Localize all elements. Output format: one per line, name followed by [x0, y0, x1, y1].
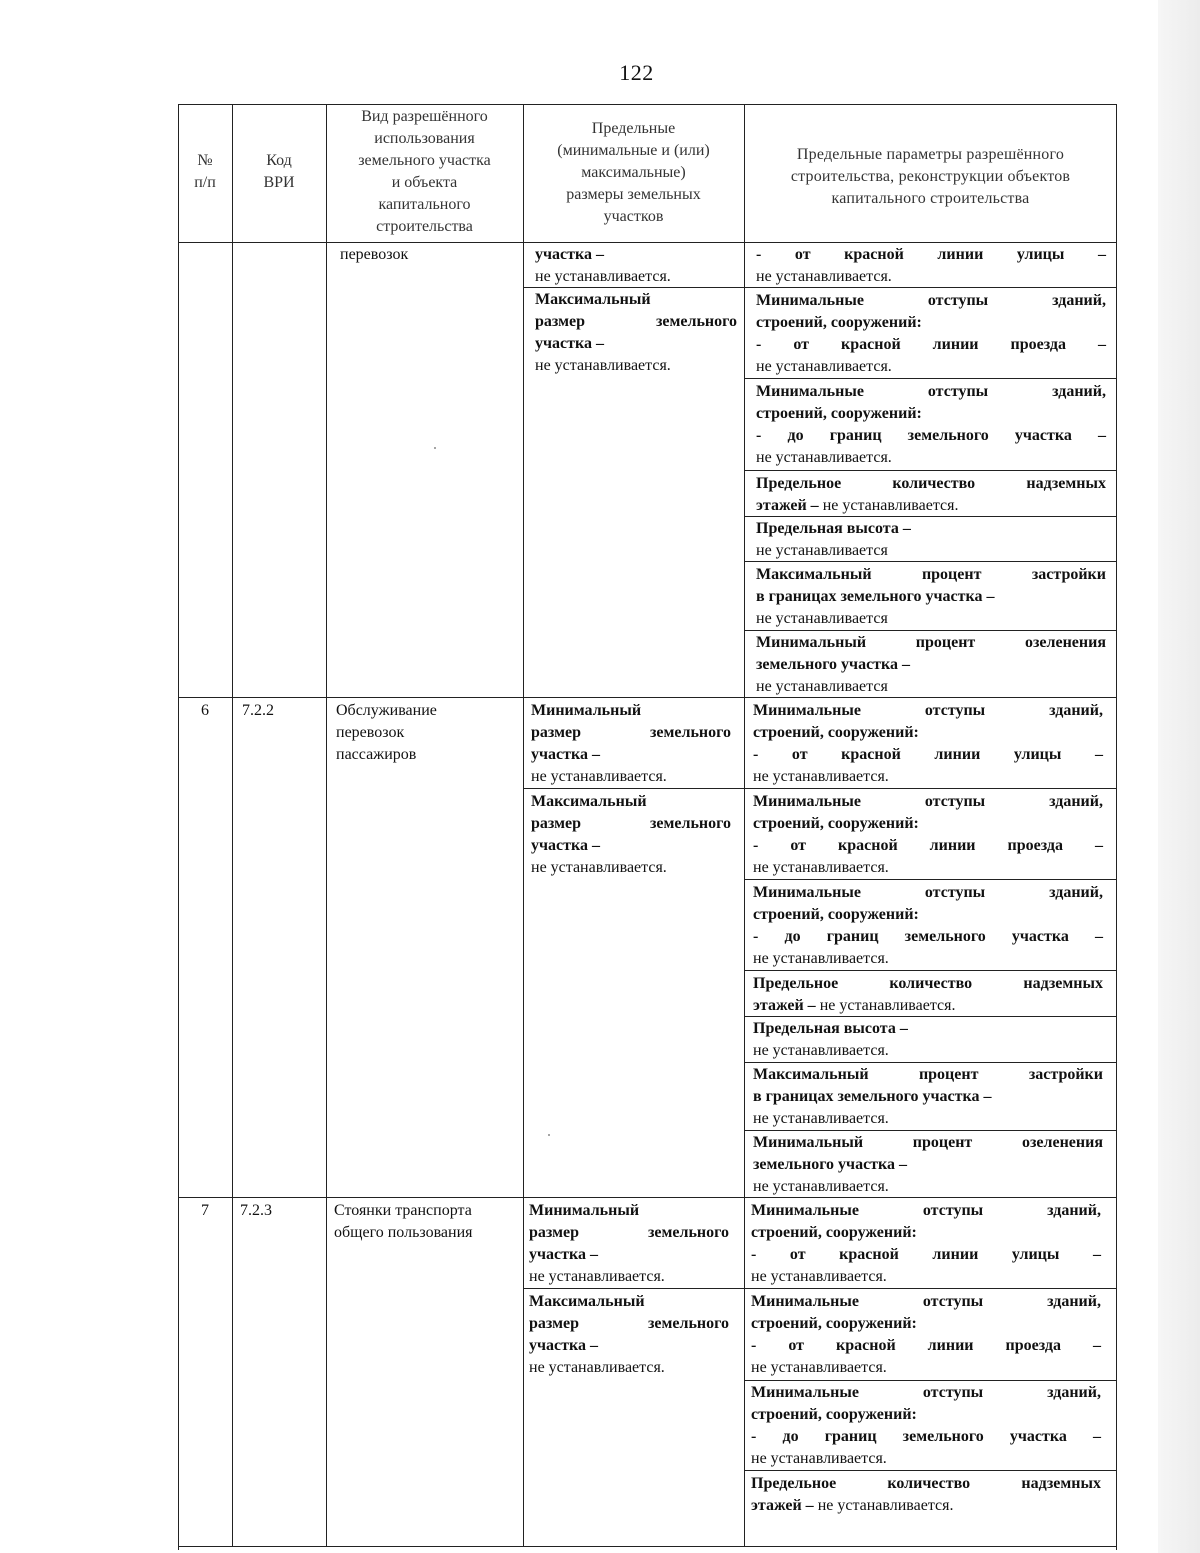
header-params: [744, 144, 1117, 210]
header-no-line: п/п: [194, 174, 216, 191]
param-text: Предельная высота –: [756, 520, 911, 537]
param-green: [756, 632, 1106, 698]
param-divider: [744, 470, 1117, 471]
param-text: не устанавливается.: [753, 950, 889, 967]
param-text: не устанавливается.: [753, 1178, 889, 1195]
header-use-line: капитального: [378, 196, 471, 213]
scan-edge: [1158, 0, 1200, 1553]
param-height: [756, 518, 1106, 562]
row-use-line: Стоянки транспорта: [334, 1202, 472, 1219]
param-text: Минимальные отступы зданий,: [753, 884, 1103, 901]
size-line: участка –: [529, 1337, 598, 1354]
size-line: не устанавливается.: [535, 268, 671, 285]
size-divider-b: [523, 788, 1117, 789]
param-text: не устанавливается.: [756, 449, 892, 466]
param-text: Максимальный процент застройки: [756, 566, 1106, 583]
size-text: размер земельного: [531, 815, 731, 832]
size-line: не устанавливается.: [529, 1359, 665, 1376]
header-code: [232, 150, 326, 194]
cont-size-min: [535, 244, 735, 288]
param-divider: [744, 630, 1117, 631]
size-line: участка –: [531, 746, 600, 763]
param-text: Минимальные отступы зданий,: [756, 383, 1106, 400]
header-use-line: и объекта: [391, 174, 458, 191]
param-text: не устанавливается.: [756, 268, 892, 285]
param-divider: [744, 1130, 1117, 1131]
param-passage: [751, 1291, 1101, 1379]
row-size-min: [531, 700, 731, 788]
param-text: - от красной линии проезда –: [753, 837, 1103, 854]
param-floors: [756, 473, 1106, 517]
param-divider: [744, 879, 1117, 880]
param-text: - до границ земельного участка –: [756, 427, 1106, 444]
header-no-line: №: [197, 152, 213, 169]
param-build: [753, 1064, 1103, 1130]
scan-speck: [548, 1134, 550, 1136]
header-sizes-line: максимальные): [581, 164, 686, 181]
param-text: строений, сооружений:: [756, 314, 922, 331]
size-line: не устанавливается.: [531, 768, 667, 785]
page-number: 122: [619, 60, 654, 85]
param-street: [756, 244, 1106, 288]
param-text: не устанавливается: [756, 610, 888, 627]
row-size-min: [529, 1200, 729, 1288]
param-text: строений, сооружений:: [753, 724, 919, 741]
size-line: участка –: [529, 1246, 598, 1263]
param-text: Минимальный процент озеленения: [756, 634, 1106, 651]
param-text: - от красной линии проезда –: [756, 336, 1106, 353]
param-boundary: [753, 882, 1103, 970]
param-text: в границах земельного участка –: [753, 1088, 992, 1105]
param-green: [753, 1132, 1103, 1198]
col-divider-4: [744, 104, 745, 1546]
param-text: Минимальные отступы зданий,: [751, 1293, 1101, 1310]
param-height: [753, 1018, 1103, 1062]
header-sizes: [523, 118, 744, 228]
size-line: участка –: [535, 335, 604, 352]
size-line: не устанавливается.: [529, 1268, 665, 1285]
param-text: не устанавливается.: [813, 1497, 954, 1514]
param-text: - от красной линии проезда –: [751, 1337, 1101, 1354]
param-text: не устанавливается.: [818, 497, 959, 514]
row-use-line: общего пользования: [334, 1224, 473, 1241]
header-use-line: земельного участка: [358, 152, 491, 169]
param-text: Минимальные отступы зданий,: [751, 1384, 1101, 1401]
param-text: не устанавливается.: [751, 1450, 887, 1467]
param-text: не устанавливается.: [753, 768, 889, 785]
param-street: [751, 1200, 1101, 1288]
size-text: размер земельного: [531, 724, 731, 741]
size-line: Минимальный: [531, 702, 642, 719]
header-no: [178, 150, 232, 194]
param-text: строений, сооружений:: [753, 906, 919, 923]
header-use: [326, 106, 523, 238]
param-text: не устанавливается.: [751, 1268, 887, 1285]
size-line: Максимальный: [531, 793, 647, 810]
param-divider: [744, 1062, 1117, 1063]
row-use-line: Обслуживание: [336, 702, 437, 719]
header-use-line: строительства: [376, 218, 473, 235]
param-text: - от красной линии улицы –: [756, 246, 1106, 263]
param-text: Предельное количество надземных: [756, 475, 1106, 492]
row-no: 6: [201, 702, 209, 719]
param-divider: [744, 1470, 1117, 1471]
header-use-line: Вид разрешённого: [361, 108, 488, 125]
param-boundary: [751, 1382, 1101, 1470]
header-divider: [178, 242, 1117, 243]
size-line: Максимальный: [535, 291, 651, 308]
header-sizes-line: (минимальные и (или): [557, 142, 710, 159]
param-text: не устанавливается.: [756, 358, 892, 375]
size-line: участка –: [531, 837, 600, 854]
size-line: не устанавливается.: [531, 859, 667, 876]
param-text: этажей –: [756, 497, 819, 514]
param-text: строений, сооружений:: [751, 1406, 917, 1423]
param-text: Предельное количество надземных: [753, 975, 1103, 992]
param-text: не устанавливается: [756, 678, 888, 695]
param-text: Минимальные отступы зданий,: [756, 292, 1106, 309]
size-line-spread: [535, 311, 737, 333]
param-text: этажей –: [751, 1497, 814, 1514]
param-text: - до границ земельного участка –: [751, 1428, 1101, 1445]
param-text: - от красной линии улицы –: [753, 746, 1103, 763]
param-text: Минимальные отступы зданий,: [753, 702, 1103, 719]
param-text: строений, сооружений:: [751, 1315, 917, 1332]
row-code: 7.2.3: [240, 1202, 272, 1219]
param-boundary: [756, 381, 1106, 469]
border-right: [1116, 104, 1117, 1550]
param-text: земельного участка –: [756, 656, 911, 673]
param-text: не устанавливается.: [751, 1359, 887, 1376]
row-no: 7: [201, 1202, 209, 1219]
size-text: размер земельного: [535, 313, 737, 330]
param-street: [753, 700, 1103, 788]
col-divider-2: [326, 104, 327, 1546]
param-build: [756, 564, 1106, 630]
param-passage: [753, 791, 1103, 879]
param-text: не устанавливается.: [815, 997, 956, 1014]
param-text: - от красной линии улицы –: [751, 1246, 1101, 1263]
header-sizes-line: размеры земельных: [566, 186, 701, 203]
param-text: Минимальный процент озеленения: [753, 1134, 1103, 1151]
param-text: не устанавливается: [756, 542, 888, 559]
header-code-line: Код: [266, 152, 292, 169]
param-text: Минимальные отступы зданий,: [751, 1202, 1101, 1219]
size-divider-c: [523, 1288, 1117, 1289]
param-text: Минимальные отступы зданий,: [753, 793, 1103, 810]
col-divider-3: [523, 104, 524, 1546]
row-size-max: [531, 791, 731, 879]
param-text: земельного участка –: [753, 1156, 908, 1173]
param-text: не устанавливается.: [753, 1042, 889, 1059]
param-passage: [756, 290, 1106, 378]
size-line: Максимальный: [529, 1293, 645, 1310]
border-top: [178, 104, 1117, 105]
header-use-line: использования: [374, 130, 475, 147]
param-floors: [751, 1473, 1101, 1517]
size-line: участка –: [535, 246, 604, 263]
param-text: не устанавливается.: [753, 859, 889, 876]
size-text: размер земельного: [529, 1224, 729, 1241]
param-text: не устанавливается.: [753, 1110, 889, 1127]
param-divider: [744, 378, 1117, 379]
col-divider-1: [232, 104, 233, 1546]
border-left: [178, 104, 179, 1550]
param-text: Максимальный процент застройки: [753, 1066, 1103, 1083]
row-use: [334, 1200, 518, 1244]
header-sizes-line: участков: [603, 208, 664, 225]
param-divider: [744, 970, 1117, 971]
header-params-line: Предельные параметры разрешённого: [796, 146, 1065, 163]
border-bottom: [178, 1546, 1117, 1547]
param-text: строений, сооружений:: [753, 815, 919, 832]
header-params-line: строительства, реконструкции объектов: [790, 168, 1071, 185]
header-code-line: ВРИ: [263, 174, 295, 191]
size-line: Минимальный: [529, 1202, 640, 1219]
param-text: Предельное количество надземных: [751, 1475, 1101, 1492]
row-code: 7.2.2: [242, 702, 274, 719]
cont-use: перевозок: [340, 246, 409, 263]
param-text: Предельная высота –: [753, 1020, 908, 1037]
size-text: размер земельного: [529, 1315, 729, 1332]
param-text: строений, сооружений:: [756, 405, 922, 422]
row-use-line: пассажиров: [336, 746, 417, 763]
param-divider: [744, 1380, 1117, 1381]
header-params-line: капитального строительства: [831, 190, 1030, 207]
header-sizes-line: Предельные: [591, 120, 676, 137]
param-text: - до границ земельного участка –: [753, 928, 1103, 945]
param-floors: [753, 973, 1103, 1017]
param-text: в границах земельного участка –: [756, 588, 995, 605]
row-use-line: перевозок: [336, 724, 405, 741]
row-use: [336, 700, 520, 766]
param-text: этажей –: [753, 997, 816, 1014]
size-line: не устанавливается.: [535, 357, 671, 374]
scan-speck: [434, 447, 436, 449]
row-size-max: [529, 1291, 729, 1379]
param-text: строений, сооружений:: [751, 1224, 917, 1241]
cont-size-max: [535, 289, 737, 377]
